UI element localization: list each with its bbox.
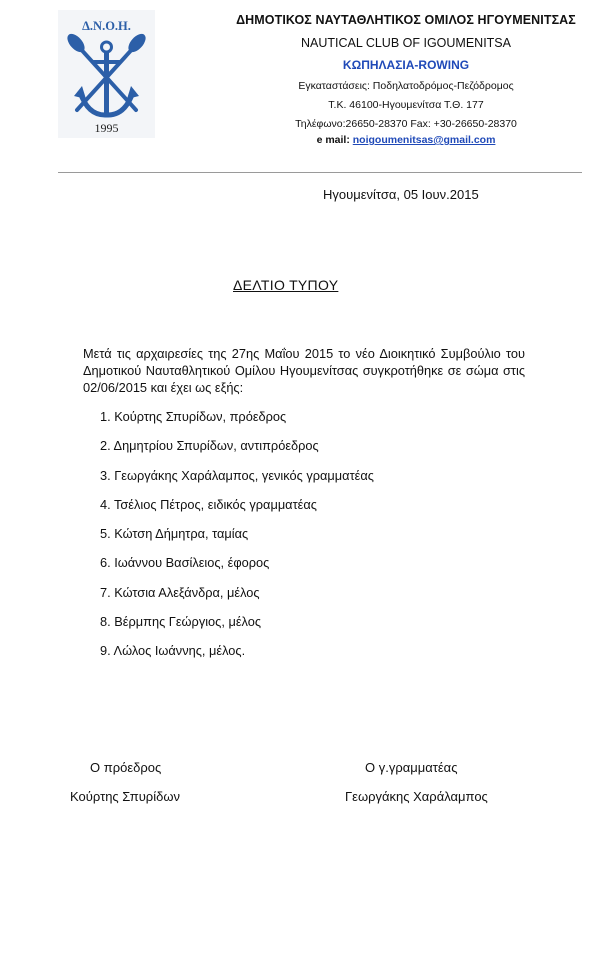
intro-text: Μετά τις αρχαιρεσίες της 27ης Μαΐου 2015 το νέο Διοικητικό Συμβούλιο του Δημοτικού Ναυταθλητικού Ομίλου Ηγουμενίτσας συγκροτήθηκε σε σώμα στις 02/06/2015 και έχει ως εξής: xyxy=(83,346,525,395)
anchor-oars-icon xyxy=(58,10,155,138)
list-item: 3. Γεωργάκης Χαράλαμπος, γενικός γραμματέας xyxy=(100,467,374,483)
club-logo xyxy=(58,10,155,138)
header-divider xyxy=(58,172,582,173)
document-title: ΔΕΛΤΙΟ ΤΥΠΟΥ xyxy=(233,277,339,293)
document-date: Ηγουμενίτσα, 05 Ιουν.2015 xyxy=(323,187,479,202)
email-link[interactable]: noigoumenitsas@gmail.com xyxy=(352,134,496,146)
secretary-title: Ο γ.γραμματέας xyxy=(365,760,458,775)
list-item: 1. Κούρτης Σπυρίδων, πρόεδρος xyxy=(100,409,287,424)
club-sport: ΚΩΠΗΛΑΣΙΑ-ROWING xyxy=(342,58,470,72)
logo-text: Δ.Ν.Ο.Η. xyxy=(82,19,131,33)
list-item: 2. Δημητρίου Σπυρίδων, αντιπρόεδρος xyxy=(100,438,319,454)
club-email-line xyxy=(230,134,582,146)
intro-paragraph xyxy=(83,345,525,396)
club-postal: Τ.Κ. 46100-Ηγουμενίτσα Τ.Θ. 177 xyxy=(328,99,484,111)
president-name: Κούρτης Σπυρίδων xyxy=(70,789,180,804)
club-name-greek: ΔΗΜΟΤΙΚΟΣ ΝΑΥΤΑΘΛΗΤΙΚΟΣ ΟΜΙΛΟΣ ΗΓΟΥΜΕΝΙΤΣΑΣ xyxy=(236,13,576,27)
list-item: 8. Βέρμπης Γεώργιος, μέλος xyxy=(100,614,262,630)
club-facilities: Εγκαταστάσεις: Ποδηλατοδρόμος-Πεζόδρομος xyxy=(298,80,514,92)
secretary-name: Γεωργάκης Χαράλαμπος xyxy=(345,789,488,804)
list-item: 5. Κώτση Δήμητρα, ταμίας xyxy=(100,526,249,542)
list-item: 9. Λώλος Ιωάννης, μέλος. xyxy=(100,643,246,659)
email-label: e mail: xyxy=(316,134,353,146)
club-phone-fax: Τηλέφωνο:26650-28370 Fax: +30-26650-28370 xyxy=(295,118,517,130)
list-item: 6. Ιωάννου Βασίλειος, έφορος xyxy=(100,555,270,571)
board-members-list xyxy=(100,408,374,672)
list-item: 4. Τσέλιος Πέτρος, ειδικός γραμματέας xyxy=(100,496,317,512)
logo-year: 1995 xyxy=(94,121,119,135)
club-name-english: NAUTICAL CLUB OF IGOUMENITSA xyxy=(301,36,511,50)
list-item: 7. Κώτσια Αλεξάνδρα, μέλος xyxy=(100,584,260,600)
president-title: Ο πρόεδρος xyxy=(90,760,162,775)
